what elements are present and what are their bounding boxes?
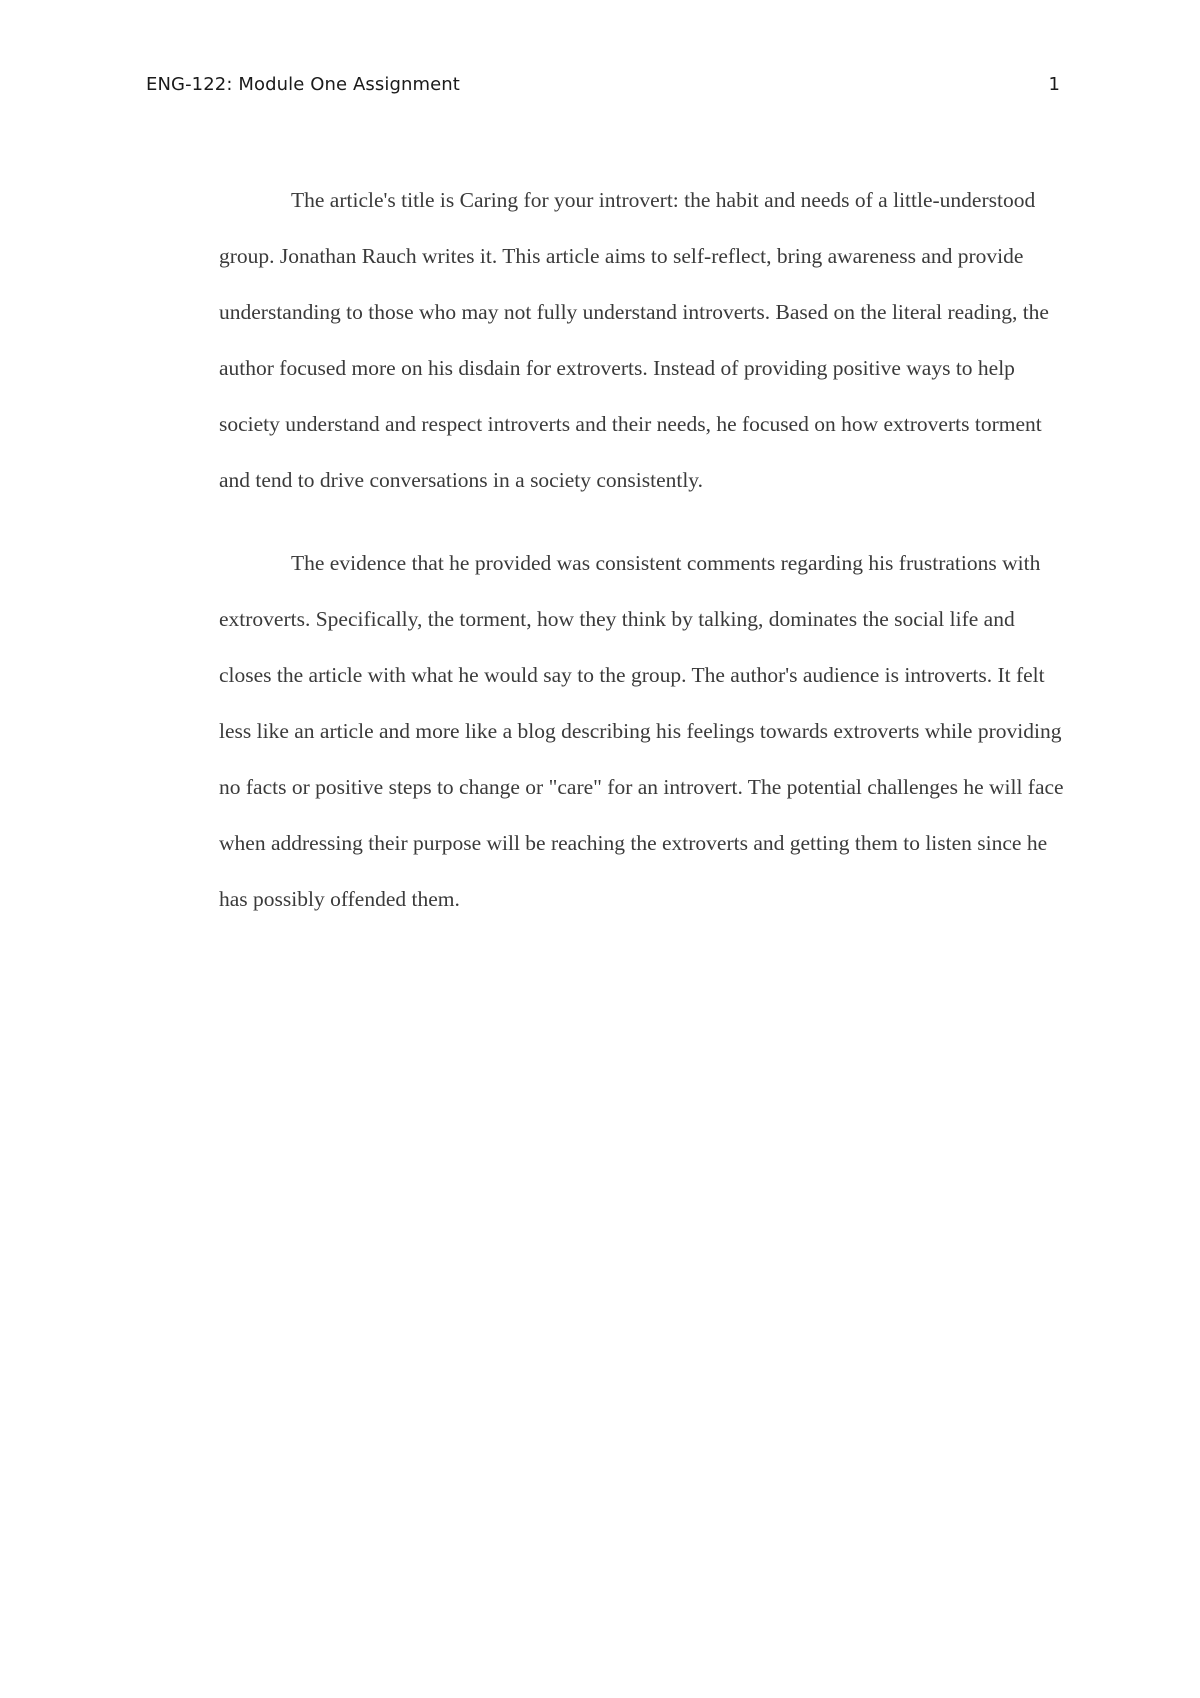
- paragraph: The evidence that he provided was consistent comments regarding his frustrations with extroverts. Specifically, the torment, how they think by talking, dominates the social life and closes the article with what he would say to the group. The author's audience is introverts. It felt less like an article and more like a blog describing his feelings towards extroverts while providing no facts or positive steps to change or "care" for an introvert. The potential challenges he will face when addressing their purpose will be reaching the extroverts and getting them to listen since he has possibly offended them.: [219, 551, 1064, 911]
- paragraph: The article's title is Caring for your introvert: the habit and needs of a little-understood group. Jonathan Rauch writes it. This article aims to self-reflect, bring awareness and provide understanding to those who may not fully understand introverts. Based on the literal reading, the author focused more on his disdain for extroverts. Instead of providing positive ways to help society understand and respect introverts and their needs, he focused on how extroverts torment and tend to drive conversations in a society consistently.: [219, 188, 1049, 492]
- document-body: [219, 172, 1069, 927]
- page-number: 1: [1048, 74, 1060, 95]
- header-title: ENG-122: Module One Assignment: [146, 74, 460, 95]
- page-header: [146, 74, 1060, 102]
